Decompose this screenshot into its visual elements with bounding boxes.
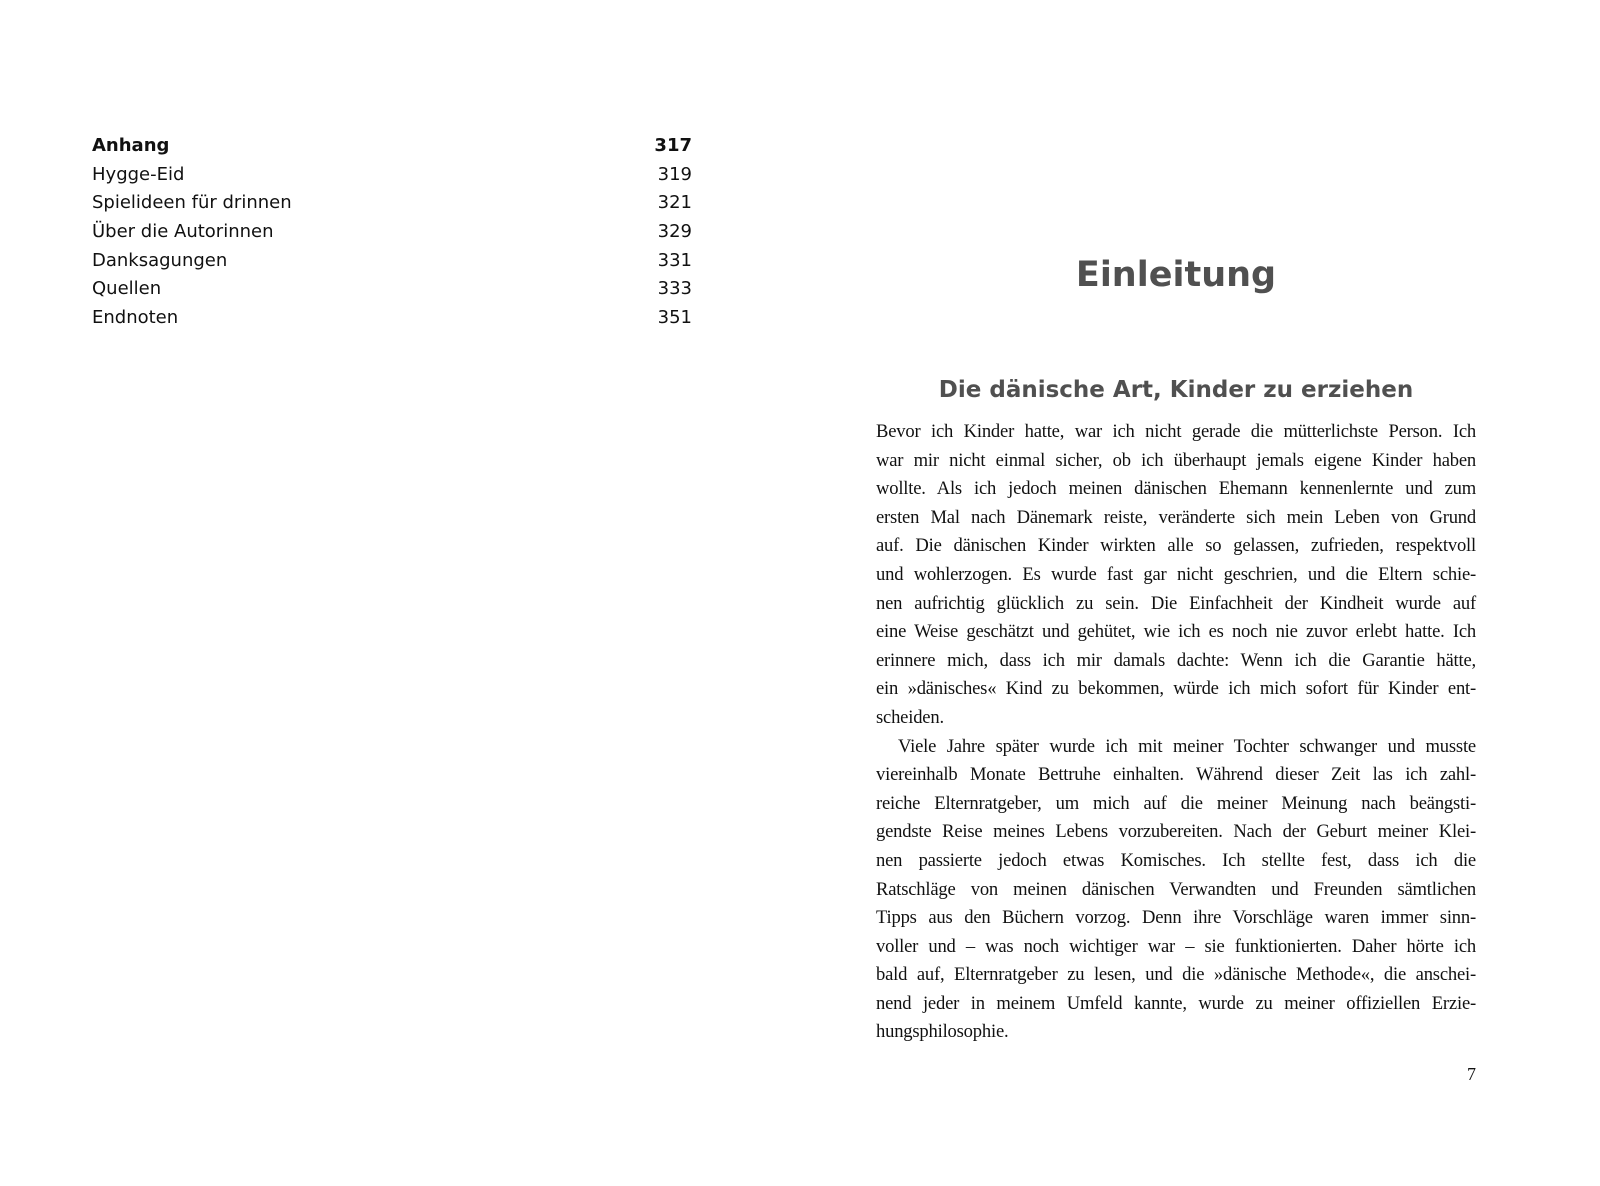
toc-entry xyxy=(92,132,692,161)
chapter-body xyxy=(876,418,1476,1047)
chapter-title: Einleitung xyxy=(1075,255,1277,296)
toc-entry xyxy=(92,247,692,276)
text-line: erinnere mich, dass ich mir damals dachte: Wenn ich die Garantie hätte, xyxy=(876,649,1476,671)
toc-entry-label: Hygge-Eid xyxy=(92,163,185,185)
text-line: bald auf, Elternratgeber zu lesen, und die »dänische Methode«, die anschei- xyxy=(876,964,1476,986)
page-number: 7 xyxy=(1467,1064,1476,1084)
text-line: Ratschläge von meinen dänischen Verwandten und Freunden sämtlichen xyxy=(876,878,1476,900)
table-of-contents xyxy=(92,132,692,333)
text-line: hungsphilosophie. xyxy=(876,1021,1009,1043)
text-line: gendste Reise meines Lebens vorzubereiten. Nach der Geburt meiner Klei- xyxy=(876,821,1476,843)
text-line: und wohlerzogen. Es wurde fast gar nicht geschrien, und die Eltern schie- xyxy=(876,563,1476,585)
text-line: war mir nicht einmal sicher, ob ich überhaupt jemals eigene Kinder haben xyxy=(876,449,1476,471)
toc-entry xyxy=(92,304,692,333)
text-line: auf. Die dänischen Kinder wirkten alle so gelassen, zufrieden, respektvoll xyxy=(876,535,1476,557)
text-line: Viele Jahre später wurde ich mit meiner Tochter schwanger und musste xyxy=(898,735,1476,757)
toc-entry xyxy=(92,189,692,218)
text-line: reiche Elternratgeber, um mich auf die meiner Meinung nach beängsti- xyxy=(876,792,1476,814)
toc-entry-label: Danksagungen xyxy=(92,249,228,271)
toc-entry xyxy=(92,275,692,304)
toc-entry-page: 319 xyxy=(657,163,692,185)
text-line: nen aufrichtig glücklich zu sein. Die Einfachheit der Kindheit wurde auf xyxy=(876,592,1476,614)
toc-entry-label: Endnoten xyxy=(92,307,179,329)
text-line: Bevor ich Kinder hatte, war ich nicht gerade die mütterlichste Person. Ich xyxy=(876,421,1476,442)
text-line: nend jeder in meinem Umfeld kannte, wurde zu meiner offiziellen Erzie- xyxy=(876,992,1476,1014)
text-line: Tipps aus den Büchern vorzog. Denn ihre Vorschläge waren immer sinn- xyxy=(876,907,1476,929)
toc-entry-page: 331 xyxy=(657,249,692,271)
text-line: viereinhalb Monate Bettruhe einhalten. Während dieser Zeit las ich zahl- xyxy=(876,764,1476,786)
toc-entry xyxy=(92,161,692,190)
toc-entry-page: 329 xyxy=(657,221,692,243)
toc-entry xyxy=(92,218,692,247)
toc-entry-label: Spielideen für drinnen xyxy=(92,192,292,214)
text-line: ein »dänisches« Kind zu bekommen, würde ich mich sofort für Kinder ent- xyxy=(876,678,1476,700)
text-line: nen passierte jedoch etwas Komisches. Ich stellte fest, dass ich die xyxy=(876,849,1476,871)
toc-entry-label: Über die Autorinnen xyxy=(92,221,274,243)
toc-entry-page: 317 xyxy=(654,135,692,156)
toc-entry-page: 351 xyxy=(657,307,692,329)
paragraph xyxy=(876,733,1476,1048)
toc-entry-label: Quellen xyxy=(92,278,162,300)
paragraph xyxy=(876,418,1476,733)
toc-entry-label: Anhang xyxy=(92,135,170,156)
text-line: scheiden. xyxy=(876,706,944,728)
text-line: wollte. Als ich jedoch meinen dänischen Ehemann kennenlernte und zum xyxy=(876,478,1476,500)
text-line: ersten Mal nach Dänemark reiste, veränderte sich mein Leben von Grund xyxy=(876,506,1476,528)
toc-entry-page: 321 xyxy=(657,192,692,214)
chapter-subtitle: Die dänische Art, Kinder zu erziehen xyxy=(938,377,1414,404)
text-line: voller und – was noch wichtiger war – sie funktionierten. Daher hörte ich xyxy=(876,935,1476,957)
toc-entry-page: 333 xyxy=(657,278,692,300)
text-line: eine Weise geschätzt und gehütet, wie ich es noch nie zuvor erlebt hatte. Ich xyxy=(876,621,1476,643)
